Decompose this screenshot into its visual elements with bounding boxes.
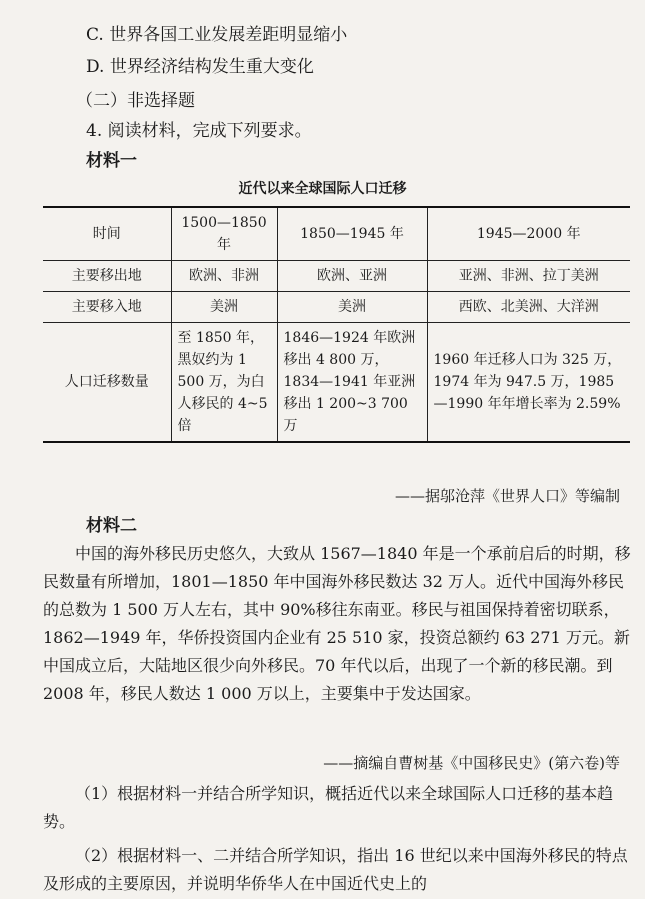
source-citation-2: ——摘编自曹树基《中国移民史》(第六卷)等: [323, 754, 620, 772]
table-cell: 亚洲、非洲、拉丁美洲: [427, 261, 630, 292]
table-header: 时间: [43, 207, 171, 261]
table-cell: 西欧、北美洲、大洋洲: [427, 292, 630, 323]
table-row: [43, 292, 630, 323]
material2-text: 中国的海外移民历史悠久，大致从 1567—1840 年是一个承前启后的时期，移民数量有所增加，1801—1850 年中国海外移民数达 32 万人。近代中国海外移民的总数为 1 500 万人左右，其中 90%移往东南亚。移民与祖国保持着密切联系，1862—1949 年，华侨投资国内企业有 25 510 家，投资总额约 63 271 万元。新中国成立后，大陆地区很少向外移民。70 年代以后，出现了一个新的移民潮。到 2008 年，移民人数达 1 000 万以上，主要集中于发达国家。: [43, 544, 631, 703]
question-part-1: （1）根据材料一并结合所学知识，概括近代以来全球国际人口迁移的基本趋势。: [43, 784, 614, 831]
source-citation-1: ——据邬沧萍《世界人口》等编制: [394, 487, 620, 505]
table-cell: 主要移出地: [43, 261, 171, 292]
table-cell: 主要移入地: [43, 292, 171, 323]
table-cell: 欧洲、亚洲: [277, 261, 427, 292]
table-cell: 至 1850 年，黑奴约为 1 500 万，为白人移民的 4~5 倍: [171, 323, 277, 443]
table-cell: 人口迁移数量: [43, 323, 171, 443]
migration-table: [43, 206, 630, 443]
table-row: [43, 261, 630, 292]
table-header: 1945—2000 年: [427, 207, 630, 261]
option-c: C. 世界各国工业发展差距明显缩小: [86, 25, 348, 45]
table-cell: 1960 年迁移人口为 325 万，1974 年为 947.5 万，1985—1990 年年增长率为 2.59%: [427, 323, 630, 443]
material2-title: 材料二: [86, 516, 137, 536]
question-4: 4. 阅读材料，完成下列要求。: [86, 121, 312, 141]
table-header-row: [43, 207, 630, 261]
material1-title: 材料一: [86, 151, 137, 171]
question-part-2: （2）根据材料一、二并结合所学知识，指出 16 世纪以来中国海外移民的特点及形成的主要原因，并说明华侨华人在中国近代史上的: [43, 846, 628, 893]
table-cell: 美洲: [171, 292, 277, 323]
table-header: 1500—1850 年: [171, 207, 277, 261]
option-d: D. 世界经济结构发生重大变化: [86, 57, 314, 77]
section-heading: （二）非选择题: [76, 91, 195, 111]
table-title: 近代以来全球国际人口迁移: [238, 181, 407, 197]
table-header: 1850—1945 年: [277, 207, 427, 261]
table-cell: 欧洲、非洲: [171, 261, 277, 292]
table-cell: 美洲: [277, 292, 427, 323]
table-row: [43, 323, 630, 443]
table-cell: 1846—1924 年欧洲移出 4 800 万，1834—1941 年亚洲移出 1 200~3 700 万: [277, 323, 427, 443]
